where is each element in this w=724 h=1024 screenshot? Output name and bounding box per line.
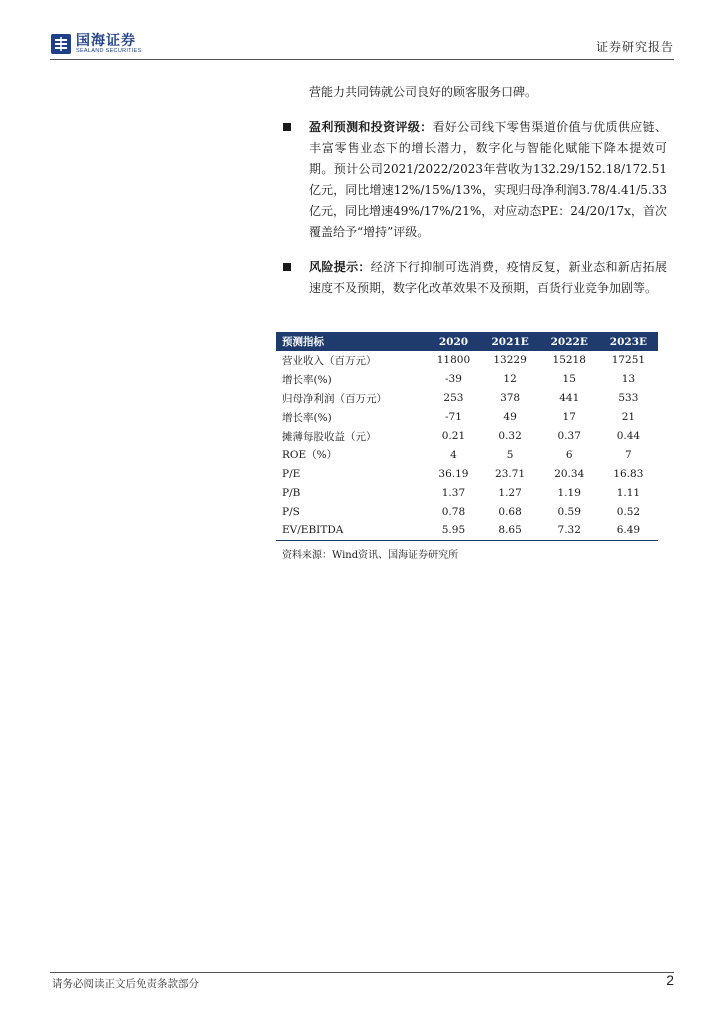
row-label-cell: 营业收入（百万元） [282,354,377,367]
row-label-cell: 摊薄每股收益（元） [282,430,377,443]
value-cell: 441 [559,392,580,405]
value-cell: 5.95 [426,521,480,540]
table-source-note: 资料来源：Wind资讯、国海证券研究所 [282,549,459,561]
logo-chinese-name: 国海证券 [76,32,136,49]
row-label-cell: 增长率(%) [282,411,332,424]
value-cell: 4 [450,448,457,461]
table-row [276,351,658,370]
row-label-cell: ROE（%） [282,449,338,462]
value-cell: -71 [444,411,462,424]
value-cell: 12 [503,373,517,386]
row-label-cell: EV/EBITDA [276,521,426,540]
bullet-title: 风险提示： [309,260,371,274]
table-header-row [276,332,658,351]
value-cell: 15 [562,373,576,386]
table-row [276,427,658,446]
table-row [276,370,658,389]
sealand-logo-icon [50,33,72,55]
company-logo [50,33,142,55]
value-cell: 1.27 [498,486,522,499]
earnings-forecast-bullet [283,117,667,243]
report-type-label: 证券研究报告 [595,40,674,54]
value-cell: 17 [562,411,576,424]
value-cell: 0.37 [557,430,581,442]
column-header: 2021E [491,335,529,348]
value-cell: 533 [618,392,639,405]
forecast-table-section [276,332,658,561]
value-cell: 1.37 [441,486,466,499]
intro-paragraph: 营能力共同铸就公司良好的顾客服务口碑。 [309,85,538,99]
risk-warning-bullet [283,257,667,299]
value-cell: 16.83 [613,467,644,480]
table-row [276,445,658,464]
table-row [276,389,658,408]
value-cell: 1.11 [616,486,641,499]
table-row [276,483,658,502]
value-cell: 49 [503,411,517,424]
value-cell: -39 [444,373,462,386]
value-cell: 23.71 [495,467,526,480]
bullet-title: 盈利预测和投资评级： [309,120,433,134]
value-cell: 6 [565,448,573,461]
value-cell: 13 [621,373,636,386]
forecast-table [276,332,658,541]
value-cell: 7.32 [540,521,599,540]
value-cell: 0.44 [616,430,641,442]
logo-english-name: SEALAND SECURITIES [76,47,142,54]
bullet-body: 经济下行抑制可选消费，疫情反复，新业态和新店拓展速度不及预期，数字化改革效果不及预期，百货行业竞争加剧等。 [309,260,667,295]
main-content [283,82,667,299]
value-cell: 17251 [611,354,646,367]
value-cell: 20.34 [554,467,585,480]
bullet-square-icon [283,263,291,271]
value-cell: 253 [443,392,464,405]
value-cell: 0.78 [441,505,466,518]
bullet-square-icon [283,123,291,131]
value-cell: 21 [621,411,636,424]
table-row [276,521,658,540]
column-header: 2022E [550,335,588,348]
value-cell: 0.52 [616,505,641,518]
value-cell: 378 [500,392,521,405]
value-cell: 13229 [493,354,527,367]
row-label-cell: P/B [282,486,301,499]
column-header: 2023E [609,335,648,348]
value-cell: 36.19 [438,467,469,480]
table-row [276,502,658,521]
value-cell: 6.49 [599,521,658,540]
value-cell: 8.65 [481,521,540,540]
column-header: 预测指标 [282,336,324,348]
value-cell: 0.59 [557,505,581,518]
column-header: 2020 [438,335,469,348]
footer-disclaimer: 请务必阅读正文后免责条款部分 [52,978,199,990]
value-cell: 11800 [436,354,471,367]
row-label-cell: P/S [282,505,300,518]
value-cell: 7 [625,448,632,461]
value-cell: 0.68 [498,505,522,518]
value-cell: 0.21 [441,430,466,442]
page-number: 2 [666,972,674,988]
row-label-cell: 增长率(%) [282,373,332,386]
table-row [276,464,658,483]
value-cell: 5 [506,448,514,461]
row-label-cell: P/E [282,467,301,480]
value-cell: 0.32 [498,430,522,442]
header-divider [50,59,674,60]
table-row [276,408,658,427]
value-cell: 15218 [552,354,586,367]
bullet-body: 看好公司线下零售渠道价值与优质供应链、丰富零售业态下的增长潜力，数字化与智能化赋能下降本提效可期。预计公司2021/2022/2023年营收为132.29/152.18/172.51亿元，同比增速12%/15%/13%，实现归母净利润3.78/4.41/5.33亿元，同比增速49%/17%/21%，对应动态PE：24/20/17x，首次覆盖给予“增持”评级。 [309,120,667,239]
row-label-cell: 归母净利润（百万元） [282,392,387,405]
page-header [50,30,674,60]
footer-divider [50,972,674,973]
value-cell: 1.19 [557,486,581,499]
